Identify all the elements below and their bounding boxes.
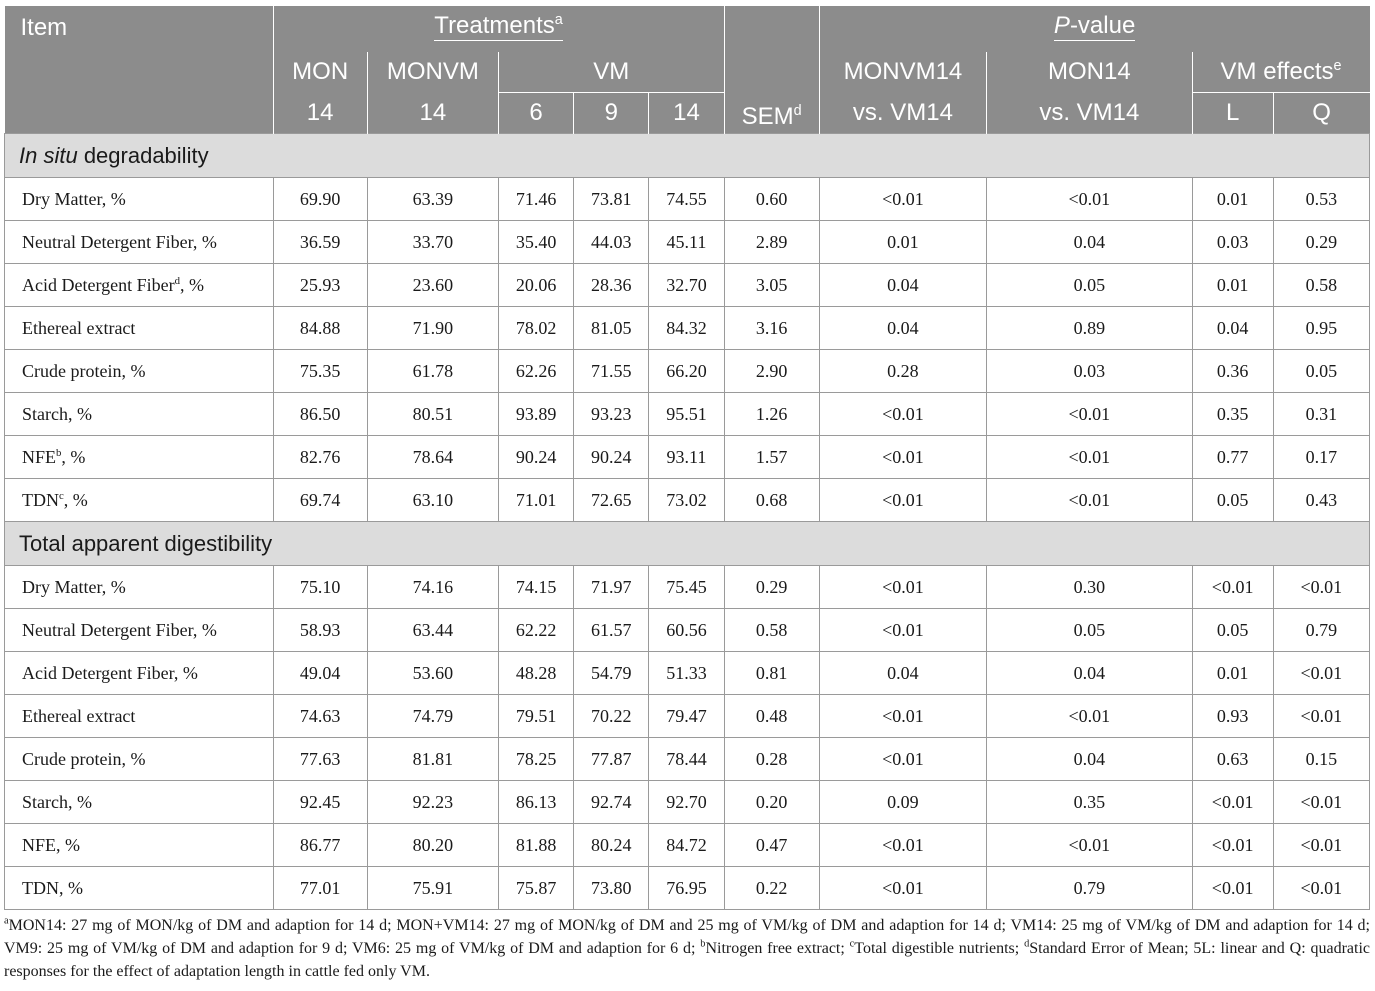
table-cell: <0.01 bbox=[819, 738, 986, 781]
table-cell: 0.03 bbox=[987, 350, 1192, 393]
table-cell: 80.24 bbox=[574, 824, 649, 867]
row-label: TDN, % bbox=[5, 867, 274, 910]
header-vm: VM bbox=[499, 52, 725, 93]
row-label: Crude protein, % bbox=[5, 738, 274, 781]
table-cell: 49.04 bbox=[273, 652, 367, 695]
table-cell: 84.88 bbox=[273, 307, 367, 350]
table-cell: 0.15 bbox=[1273, 738, 1369, 781]
table-cell: 0.04 bbox=[819, 264, 986, 307]
table-cell: 78.64 bbox=[367, 436, 498, 479]
table-cell: 0.63 bbox=[1192, 738, 1273, 781]
table-cell: 0.29 bbox=[724, 566, 819, 609]
table-cell: 92.23 bbox=[367, 781, 498, 824]
table-cell: <0.01 bbox=[1192, 824, 1273, 867]
table-cell: 78.25 bbox=[499, 738, 574, 781]
table-cell: 60.56 bbox=[649, 609, 724, 652]
table-row bbox=[5, 479, 1370, 522]
table-cell: <0.01 bbox=[819, 566, 986, 609]
table-row bbox=[5, 307, 1370, 350]
table-cell: 0.31 bbox=[1273, 393, 1369, 436]
table-cell: 33.70 bbox=[367, 221, 498, 264]
header-vm-14: 14 bbox=[649, 93, 724, 134]
table-cell: <0.01 bbox=[987, 393, 1192, 436]
footnote-text: Nitrogen free extract; bbox=[705, 940, 850, 957]
table-cell: 44.03 bbox=[574, 221, 649, 264]
row-label: TDN$^c$, % bbox=[5, 479, 274, 522]
table-cell: 0.53 bbox=[1273, 178, 1369, 221]
table-cell: 80.51 bbox=[367, 393, 498, 436]
table-cell: 93.11 bbox=[649, 436, 724, 479]
table-cell: 63.39 bbox=[367, 178, 498, 221]
footnote-text: MON14: 27 mg of MON/kg of DM and adaption for 14 d; MON+VM14: 27 mg of MON/kg of DM and 25 mg of VM/kg of DM and adaption for 14 d; VM14: 25 mg of VM/kg of DM and adaption for 14 d; VM9: 25 mg of VM/kg of DM and adaption for 9 d; VM6: 25 mg of VM/kg of DM and adaption for 6 d; bbox=[4, 917, 1370, 957]
table-cell: <0.01 bbox=[819, 393, 986, 436]
table-cell: <0.01 bbox=[819, 695, 986, 738]
header-vm-6: 6 bbox=[499, 93, 574, 134]
header-pvalue: P-value bbox=[819, 6, 1369, 52]
table-cell: 84.72 bbox=[649, 824, 724, 867]
table-cell: 70.22 bbox=[574, 695, 649, 738]
table-cell: 0.43 bbox=[1273, 479, 1369, 522]
table-cell: 0.36 bbox=[1192, 350, 1273, 393]
table-cell: 81.05 bbox=[574, 307, 649, 350]
table-cell: 0.04 bbox=[987, 738, 1192, 781]
table-cell: 0.04 bbox=[987, 221, 1192, 264]
header-treatments: Treatments$^a$ bbox=[273, 6, 724, 52]
table-cell: 0.05 bbox=[987, 609, 1192, 652]
table-cell: <0.01 bbox=[1192, 566, 1273, 609]
table-cell: <0.01 bbox=[1192, 867, 1273, 910]
table-cell: 75.10 bbox=[273, 566, 367, 609]
table-cell: 3.16 bbox=[724, 307, 819, 350]
table-cell: 35.40 bbox=[499, 221, 574, 264]
table-cell: 45.11 bbox=[649, 221, 724, 264]
table-cell: 0.04 bbox=[1192, 307, 1273, 350]
header-cmp1-line1: MONVM14 bbox=[819, 52, 986, 93]
table-cell: <0.01 bbox=[819, 479, 986, 522]
table-row bbox=[5, 824, 1370, 867]
table-cell: 81.81 bbox=[367, 738, 498, 781]
header-cmp2-line2: vs. VM14 bbox=[987, 93, 1192, 134]
row-label: Starch, % bbox=[5, 393, 274, 436]
table-cell: 48.28 bbox=[499, 652, 574, 695]
table-cell: 84.32 bbox=[649, 307, 724, 350]
header-mon: MON bbox=[273, 52, 367, 93]
results-table bbox=[4, 6, 1370, 910]
table-cell: 74.63 bbox=[273, 695, 367, 738]
table-cell: 2.90 bbox=[724, 350, 819, 393]
table-row bbox=[5, 738, 1370, 781]
table-cell: 90.24 bbox=[499, 436, 574, 479]
table-cell: 0.77 bbox=[1192, 436, 1273, 479]
table-cell: 0.09 bbox=[819, 781, 986, 824]
row-label: Starch, % bbox=[5, 781, 274, 824]
table-cell: <0.01 bbox=[1273, 867, 1369, 910]
row-label: Crude protein, % bbox=[5, 350, 274, 393]
table-cell: 0.93 bbox=[1192, 695, 1273, 738]
table-cell: 0.01 bbox=[1192, 178, 1273, 221]
table-cell: 32.70 bbox=[649, 264, 724, 307]
row-label: Dry Matter, % bbox=[5, 178, 274, 221]
row-label: NFE, % bbox=[5, 824, 274, 867]
table-cell: 0.58 bbox=[1273, 264, 1369, 307]
footnote-text: Standard Error of Mean; 5L: linear and Q: quadratic responses for the effect of adaptation length in cattle fed only VM. bbox=[4, 940, 1370, 980]
table-cell: 25.93 bbox=[273, 264, 367, 307]
table-cell: <0.01 bbox=[1273, 695, 1369, 738]
table-cell: 0.04 bbox=[987, 652, 1192, 695]
table-cell: 92.45 bbox=[273, 781, 367, 824]
footnote-marker: d bbox=[1024, 938, 1030, 950]
table-cell: <0.01 bbox=[987, 178, 1192, 221]
table-cell: 0.95 bbox=[1273, 307, 1369, 350]
table-cell: 0.58 bbox=[724, 609, 819, 652]
table-cell: 62.26 bbox=[499, 350, 574, 393]
table-cell: 0.29 bbox=[1273, 221, 1369, 264]
table-cell: 0.17 bbox=[1273, 436, 1369, 479]
table-cell: <0.01 bbox=[1273, 781, 1369, 824]
table-cell: 82.76 bbox=[273, 436, 367, 479]
table-row bbox=[5, 652, 1370, 695]
table-cell: 0.48 bbox=[724, 695, 819, 738]
table-cell: 74.16 bbox=[367, 566, 498, 609]
table-cell: 95.51 bbox=[649, 393, 724, 436]
table-cell: 0.35 bbox=[987, 781, 1192, 824]
table-cell: 1.26 bbox=[724, 393, 819, 436]
header-sem: SEM$^d$ bbox=[724, 6, 819, 134]
table-row bbox=[5, 221, 1370, 264]
table-cell: <0.01 bbox=[819, 436, 986, 479]
section-row bbox=[5, 134, 1370, 178]
table-row bbox=[5, 566, 1370, 609]
table-cell: 78.02 bbox=[499, 307, 574, 350]
table-cell: 76.95 bbox=[649, 867, 724, 910]
table-cell: 0.05 bbox=[987, 264, 1192, 307]
table-container bbox=[4, 6, 1370, 910]
table-row bbox=[5, 350, 1370, 393]
table-cell: 86.50 bbox=[273, 393, 367, 436]
table-cell: 86.13 bbox=[499, 781, 574, 824]
table-cell: 92.74 bbox=[574, 781, 649, 824]
table-cell: 80.20 bbox=[367, 824, 498, 867]
table-cell: <0.01 bbox=[1273, 566, 1369, 609]
table-cell: 0.68 bbox=[724, 479, 819, 522]
header-monvm: MONVM bbox=[367, 52, 498, 93]
table-cell: 0.03 bbox=[1192, 221, 1273, 264]
row-label: Neutral Detergent Fiber, % bbox=[5, 221, 274, 264]
table-cell: 75.35 bbox=[273, 350, 367, 393]
table-cell: 0.04 bbox=[819, 307, 986, 350]
table-cell: 74.15 bbox=[499, 566, 574, 609]
table-cell: 58.93 bbox=[273, 609, 367, 652]
table-row bbox=[5, 436, 1370, 479]
table-cell: 53.60 bbox=[367, 652, 498, 695]
table-cell: 69.74 bbox=[273, 479, 367, 522]
table-cell: 1.57 bbox=[724, 436, 819, 479]
table-cell: 0.04 bbox=[819, 652, 986, 695]
row-label: Dry Matter, % bbox=[5, 566, 274, 609]
table-body bbox=[5, 134, 1370, 910]
table-row bbox=[5, 264, 1370, 307]
table-cell: 71.97 bbox=[574, 566, 649, 609]
table-cell: 75.91 bbox=[367, 867, 498, 910]
table-cell: 61.78 bbox=[367, 350, 498, 393]
table-cell: 0.01 bbox=[819, 221, 986, 264]
table-cell: 66.20 bbox=[649, 350, 724, 393]
table-row bbox=[5, 867, 1370, 910]
header-vm-9: 9 bbox=[574, 93, 649, 134]
table-cell: 0.28 bbox=[724, 738, 819, 781]
table-cell: 74.79 bbox=[367, 695, 498, 738]
table-cell: 75.45 bbox=[649, 566, 724, 609]
table-cell: 3.05 bbox=[724, 264, 819, 307]
table-cell: 79.47 bbox=[649, 695, 724, 738]
table-row bbox=[5, 695, 1370, 738]
table-cell: 63.44 bbox=[367, 609, 498, 652]
footnote-marker: b bbox=[700, 938, 706, 950]
section-row bbox=[5, 522, 1370, 566]
header-mon-days: 14 bbox=[273, 93, 367, 134]
table-cell: 90.24 bbox=[574, 436, 649, 479]
header-item: Item bbox=[5, 6, 274, 134]
row-label: NFE$^b$, % bbox=[5, 436, 274, 479]
table-cell: 81.88 bbox=[499, 824, 574, 867]
footnotes bbox=[4, 914, 1370, 983]
row-label: Acid Detergent Fiber$^d$, % bbox=[5, 264, 274, 307]
table-cell: 71.55 bbox=[574, 350, 649, 393]
table-cell: 0.28 bbox=[819, 350, 986, 393]
table-cell: 23.60 bbox=[367, 264, 498, 307]
table-cell: <0.01 bbox=[987, 436, 1192, 479]
table-cell: 0.01 bbox=[1192, 264, 1273, 307]
table-cell: 63.10 bbox=[367, 479, 498, 522]
table-cell: 69.90 bbox=[273, 178, 367, 221]
table-cell: 71.46 bbox=[499, 178, 574, 221]
header-vm-effects: VM effects$^e$ bbox=[1192, 52, 1369, 93]
table-cell: <0.01 bbox=[1273, 824, 1369, 867]
table-cell: 62.22 bbox=[499, 609, 574, 652]
table-cell: 79.51 bbox=[499, 695, 574, 738]
table-cell: 20.06 bbox=[499, 264, 574, 307]
table-cell: 77.63 bbox=[273, 738, 367, 781]
header-cmp1-line2: vs. VM14 bbox=[819, 93, 986, 134]
table-cell: <0.01 bbox=[819, 609, 986, 652]
table-cell: <0.01 bbox=[987, 479, 1192, 522]
table-cell: <0.01 bbox=[1273, 652, 1369, 695]
table-cell: 71.01 bbox=[499, 479, 574, 522]
table-header bbox=[5, 6, 1370, 134]
table-cell: <0.01 bbox=[819, 867, 986, 910]
table-cell: 36.59 bbox=[273, 221, 367, 264]
footnote-marker: c bbox=[849, 938, 855, 950]
table-row bbox=[5, 178, 1370, 221]
table-cell: <0.01 bbox=[819, 824, 986, 867]
table-cell: 93.89 bbox=[499, 393, 574, 436]
row-label: Acid Detergent Fiber, % bbox=[5, 652, 274, 695]
table-row bbox=[5, 609, 1370, 652]
table-cell: 0.35 bbox=[1192, 393, 1273, 436]
section-title: In situ degradability bbox=[5, 134, 1370, 178]
table-cell: 28.36 bbox=[574, 264, 649, 307]
row-label: Neutral Detergent Fiber, % bbox=[5, 609, 274, 652]
table-cell: 0.89 bbox=[987, 307, 1192, 350]
table-cell: 93.23 bbox=[574, 393, 649, 436]
footnote-text: Total digestible nutrients; bbox=[854, 940, 1025, 957]
table-cell: 86.77 bbox=[273, 824, 367, 867]
table-cell: 0.30 bbox=[987, 566, 1192, 609]
row-label: Ethereal extract bbox=[5, 307, 274, 350]
table-cell: 77.87 bbox=[574, 738, 649, 781]
table-cell: 71.90 bbox=[367, 307, 498, 350]
header-cmp2-line1: MON14 bbox=[987, 52, 1192, 93]
header-monvm-days: 14 bbox=[367, 93, 498, 134]
table-cell: 72.65 bbox=[574, 479, 649, 522]
table-cell: 51.33 bbox=[649, 652, 724, 695]
table-cell: 75.87 bbox=[499, 867, 574, 910]
section-title: Total apparent digestibility bbox=[5, 522, 1370, 566]
table-cell: 73.80 bbox=[574, 867, 649, 910]
table-cell: 61.57 bbox=[574, 609, 649, 652]
header-l: L bbox=[1192, 93, 1273, 134]
table-row bbox=[5, 393, 1370, 436]
table-cell: 0.01 bbox=[1192, 652, 1273, 695]
table-cell: 73.02 bbox=[649, 479, 724, 522]
table-cell: 77.01 bbox=[273, 867, 367, 910]
footnote-marker: a bbox=[4, 915, 9, 927]
table-cell: 2.89 bbox=[724, 221, 819, 264]
table-cell: 0.60 bbox=[724, 178, 819, 221]
table-cell: 54.79 bbox=[574, 652, 649, 695]
table-cell: 0.05 bbox=[1192, 479, 1273, 522]
table-cell: 92.70 bbox=[649, 781, 724, 824]
table-cell: 0.79 bbox=[987, 867, 1192, 910]
table-cell: 0.22 bbox=[724, 867, 819, 910]
table-row bbox=[5, 781, 1370, 824]
table-cell: 0.05 bbox=[1192, 609, 1273, 652]
table-cell: 73.81 bbox=[574, 178, 649, 221]
header-q: Q bbox=[1273, 93, 1369, 134]
table-cell: 78.44 bbox=[649, 738, 724, 781]
table-cell: 0.47 bbox=[724, 824, 819, 867]
table-cell: 0.79 bbox=[1273, 609, 1369, 652]
table-cell: 0.20 bbox=[724, 781, 819, 824]
table-cell: <0.01 bbox=[819, 178, 986, 221]
table-cell: <0.01 bbox=[987, 695, 1192, 738]
table-cell: 0.81 bbox=[724, 652, 819, 695]
row-label: Ethereal extract bbox=[5, 695, 274, 738]
table-cell: <0.01 bbox=[1192, 781, 1273, 824]
table-cell: <0.01 bbox=[987, 824, 1192, 867]
table-cell: 74.55 bbox=[649, 178, 724, 221]
table-cell: 0.05 bbox=[1273, 350, 1369, 393]
